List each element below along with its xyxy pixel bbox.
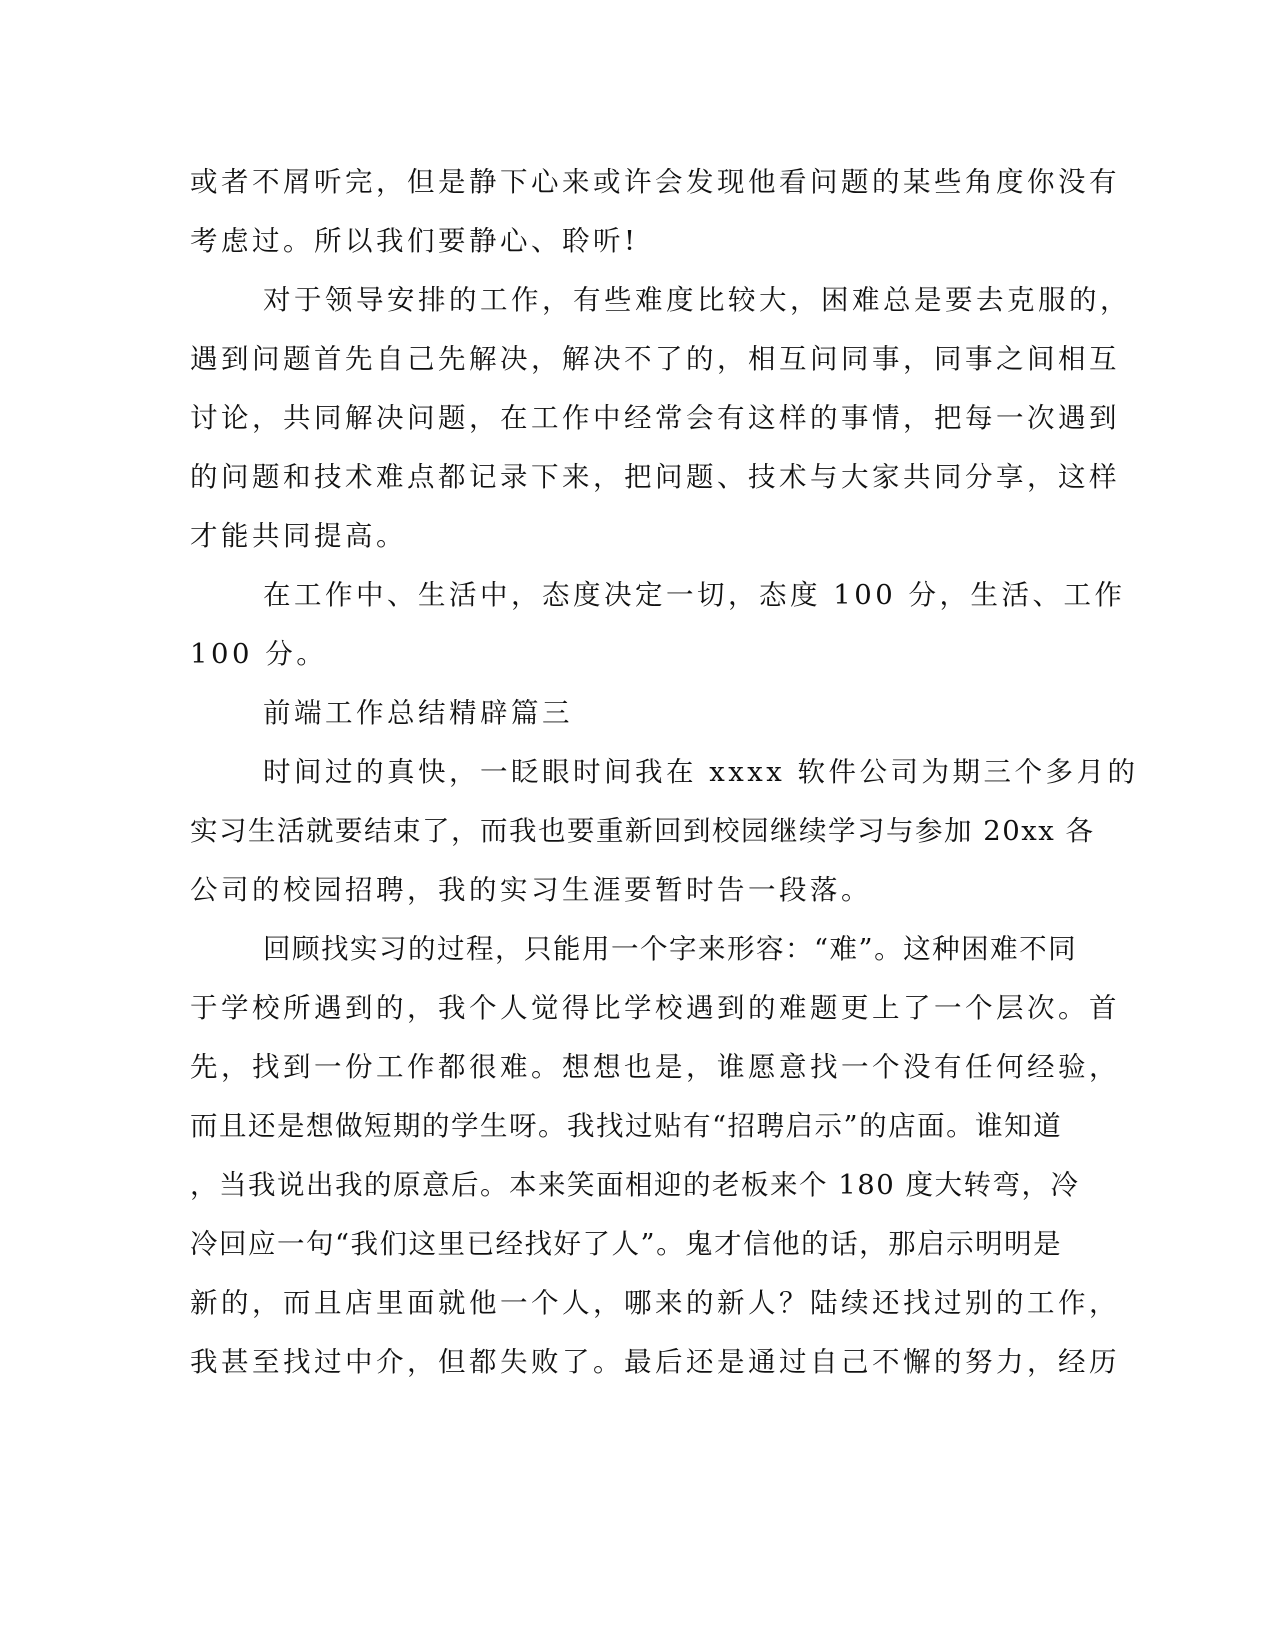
text-line: 遇到问题首先自己先解决，解决不了的，相互问同事，同事之间相互 [190, 343, 1120, 375]
text-line: 冷回应一句“我们这里已经找好了人”。鬼才信他的话，那启示明明是 [190, 1228, 1063, 1260]
text-line: 而且还是想做短期的学生呀。我找过贴有“招聘启示”的店面。谁知道 [190, 1110, 1063, 1142]
text-line: 考虑过。所以我们要静心、聆听! [190, 225, 639, 257]
text-line: 实习生活就要结束了，而我也要重新回到校园继续学习与参加 20xx 各 [190, 815, 1095, 847]
text-line: 我甚至找过中介，但都失败了。最后还是通过自己不懈的努力，经历 [190, 1346, 1120, 1378]
text-line: 的问题和技术难点都记录下来，把问题、技术与大家共同分享，这样 [190, 461, 1120, 493]
text-line: 先，找到一份工作都很难。想想也是，谁愿意找一个没有任何经验， [190, 1051, 1120, 1083]
text-line: 于学校所遇到的，我个人觉得比学校遇到的难题更上了一个层次。首 [190, 992, 1120, 1024]
text-line: 才能共同提高。 [190, 520, 407, 552]
text-line: 新的，而且店里面就他一个人，哪来的新人？陆续还找过别的工作， [190, 1287, 1120, 1319]
section-heading: 前端工作总结精辟篇三 [263, 697, 573, 729]
paragraph-start-line: 在工作中、生活中，态度决定一切，态度 100 分，生活、工作 [263, 579, 1126, 611]
text-line: 或者不屑听完，但是静下心来或许会发现他看问题的某些角度你没有 [190, 166, 1120, 198]
paragraph-start-line: 时间过的真快，一眨眼时间我在 xxxx 软件公司为期三个多月的 [263, 756, 1139, 788]
text-line: ，当我说出我的原意后。本来笑面相迎的老板来个 180 度大转弯，冷 [190, 1169, 1080, 1201]
text-line: 讨论，共同解决问题，在工作中经常会有这样的事情，把每一次遇到 [190, 402, 1120, 434]
paragraph-start-line: 对于领导安排的工作，有些难度比较大，困难总是要去克服的， [263, 284, 1131, 316]
text-line: 100 分。 [190, 638, 328, 670]
text-line: 公司的校园招聘，我的实习生涯要暂时告一段落。 [190, 874, 872, 906]
paragraph-start-line: 回顾找实习的过程，只能用一个字来形容：“难”。这种困难不同 [263, 933, 1078, 965]
